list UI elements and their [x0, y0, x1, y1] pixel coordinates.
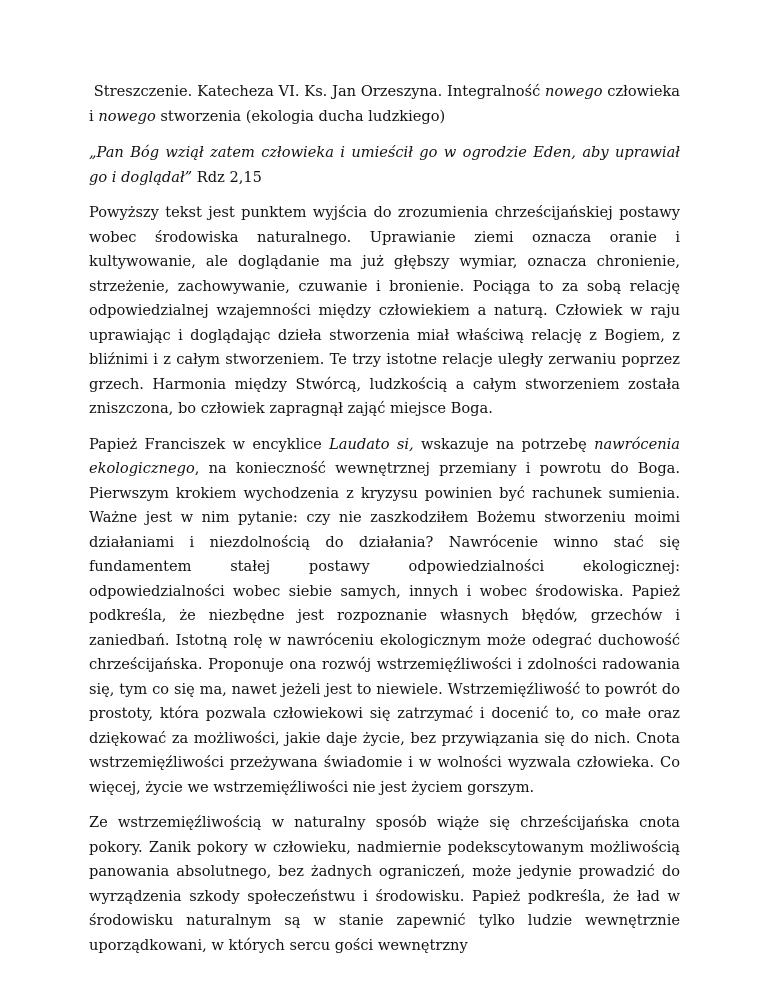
paragraph-2-part-1: Papież Franciszek w encyklice [89, 435, 330, 453]
quote-text: „Pan Bóg wziął zatem człowieka i umieścił go w ogrodzie Eden, aby uprawiał go i doglądał” [89, 144, 680, 186]
quote-reference: Rdz 2,15 [192, 168, 262, 186]
paragraph-2-part-2: wskazuje na potrzebę [413, 435, 595, 453]
paragraph-3: Ze wstrzemięźliwością w naturalny sposób wiąże się chrześcijańska cnota pokory. Zanik pokory w człowieku, nadmiernie podekscytowanym możliwością panowania absolutnego, bez żadnych ograniczeń, może jedynie prowadzić do wyrządzenia szkody społeczeństwu i środowisku. Papież podkreśla, że ład w środowisku naturalnym są w stanie zapewnić tylko ludzie wewnętrznie uporządkowani, w których sercu gości wewnętrzny [89, 814, 680, 954]
bible-quote [89, 141, 680, 190]
title-italic-nowego-1: nowego [545, 83, 603, 100]
paragraph-2 [89, 433, 680, 801]
paragraph-1: Powyższy tekst jest punktem wyjścia do zrozumienia chrześcijańskiej postawy wobec środowiska naturalnego. Uprawianie ziemi oznacza oranie i kultywowanie, ale doglądanie ma już głębszy wymiar, oznacza chronienie, strzeżenie, zachowywanie, czuwanie i bronienie. Pociąga to za sobą relację odpowiedzialnej wzajemności między człowiekiem a naturą. Człowiek w raju uprawiając i doglądając dzieła stworzenia miał właściwą relację z Bogiem, z bliźnimi i z całym stworzeniem. Te trzy istotne relacje uległy zerwaniu poprzez grzech. Harmonia między Stwórcą, ludzkością a całym stworzeniem została zniszczona, bo człowiek zapragnął zająć miejsce Boga. [89, 204, 680, 417]
title-part-1: Streszczenie. Katecheza VI. Ks. Jan Orzeszyna. Integralność [89, 83, 546, 100]
document-title [89, 80, 680, 129]
encyclical-title: Laudato si, [329, 435, 414, 453]
title-part-3: stworzenia (ekologia ducha ludzkiego) [155, 107, 446, 125]
ecological-conversion-term: nawrócenia ekologicznego [89, 435, 680, 477]
document-page [89, 80, 680, 969]
title-italic-nowego-2: nowego [98, 107, 156, 125]
title-part-2: człowieka i [89, 83, 681, 125]
paragraph-2-part-3: , na konieczność wewnętrznej przemiany i powrotu do Boga. Pierwszym krokiem wychodzenia z kryzysu powinien być rachunek sumienia. Ważne jest w nim pytanie: czy nie zaszkodziłem Bożemu stworzeniu moimi działaniami i niezdolnością do działania? Nawrócenie winno stać się fundamentem stałej postawy odpowiedzialności ekologicznej: odpowiedzialności wobec siebie samych, innych i wobec środowiska. Papież podkreśla, że niezbędne jest rozpoznanie własnych błędów, grzechów i zaniedbań. Istotną rolę w nawróceniu ekologicznym może odegrać duchowość chrześcijańska. Proponuje ona rozwój wstrzemięźliwości i zdolności radowania się, tym co się ma, nawet jeżeli jest to niewiele. Wstrzemięźliwość to powrót do prostoty, która pozwala człowiekowi się zatrzymać i docenić to, co małe oraz dziękować za możliwości, jakie daje życie, bez przywiązania się do nich. Cnota wstrzemięźliwości przeżywana świadomie i w wolności wyzwala człowieka. Co więcej, życie we wstrzemięźliwości nie jest życiem gorszym. [89, 460, 680, 796]
